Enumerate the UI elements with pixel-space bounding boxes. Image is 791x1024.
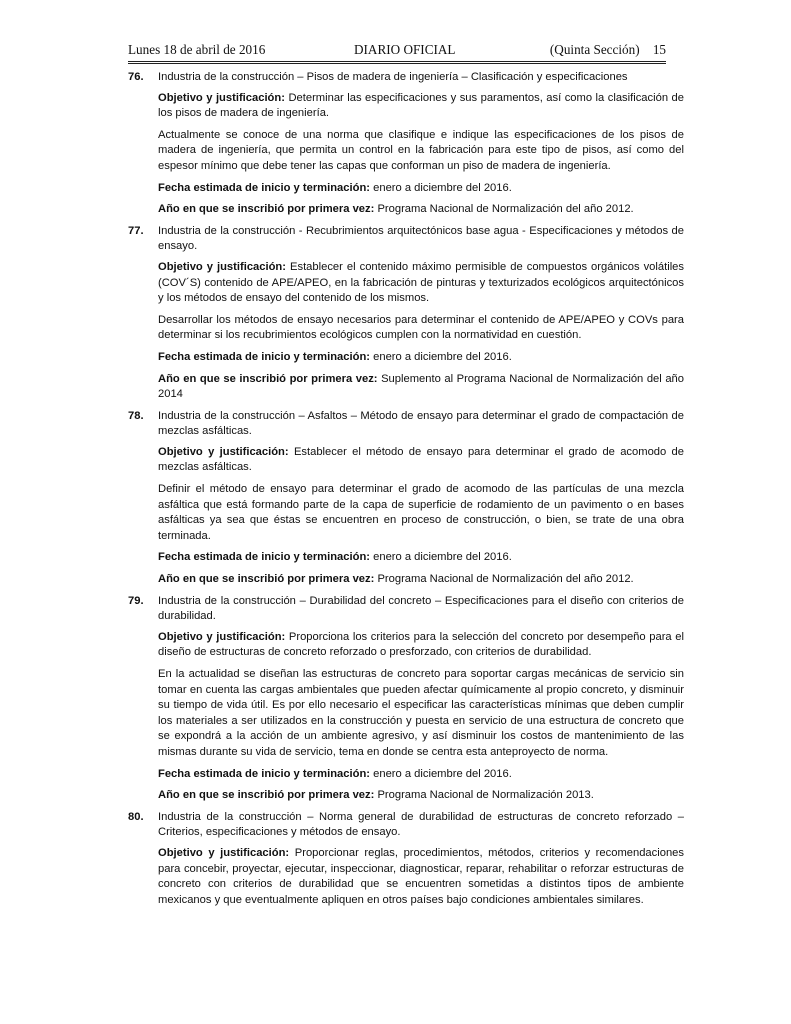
item-paragraph: Desarrollar los métodos de ensayo necesarios para determinar el contenido de APE/APEO y COVs para determinar si los recubrimientos ecológicos cumplen con la normatividad en cuestión.	[158, 313, 684, 342]
dates-text: enero a diciembre del 2016.	[373, 551, 512, 564]
header-publication: DIARIO OFICIAL	[354, 42, 456, 57]
item-title: Industria de la construcción – Durabilidad del concreto – Especificaciones para el diseño con criterios de durabilidad.	[158, 594, 684, 623]
list-item	[128, 224, 684, 403]
header-page-number: 15	[652, 42, 666, 57]
document-body	[128, 70, 684, 914]
item-objective	[158, 445, 684, 476]
objective-label: Objetivo y justificación:	[158, 91, 285, 104]
dates-label: Fecha estimada de inicio y terminación:	[158, 350, 371, 363]
item-objective	[158, 260, 684, 307]
header-rule	[128, 61, 666, 64]
item-objective	[158, 846, 684, 908]
item-objective	[158, 91, 684, 122]
objective-text: Determinar las especificaciones y sus paramentos, así como la clasificación de los pisos de madera de ingeniería.	[158, 91, 684, 120]
dates-text: enero a diciembre del 2016.	[373, 181, 512, 194]
objective-text: Proporciona los criterios para la selección del concreto por desempeño para el diseño de estructuras de concreto reforzado o presforzado, con criterios de durabilidad.	[158, 630, 684, 659]
page-header	[128, 42, 666, 62]
item-number: 77.	[128, 224, 144, 237]
list-item	[128, 810, 684, 909]
objective-text: Establecer el método de ensayo para determinar el grado de acomodo de mezclas asfálticas.	[158, 445, 684, 474]
objective-text: Proporcionar reglas, procedimientos, métodos, criterios y recomendaciones para concebir, proyectar, ejecutar, inspeccionar, diagnosticar, reparar, rehabilitar o reforzar estructuras de concreto con criterios de durabilidad que se encuentren sometidas a distintos tipos de ambiente mexicanos y que eventualmente apliquen en otros países bajo condiciones ambientales similares.	[158, 846, 684, 906]
dates-label: Fecha estimada de inicio y terminación:	[158, 181, 371, 194]
year-text: Programa Nacional de Normalización del año 2012.	[377, 573, 634, 586]
list-item	[128, 409, 684, 588]
item-title: Industria de la construcción – Asfaltos – Método de ensayo para determinar el grado de compactación de mezclas asfálticas.	[158, 409, 684, 438]
item-paragraph: Actualmente se conoce de una norma que clasifique e indique las especificaciones de los pisos de madera de ingeniería, que permita un control en la fabricación para este tipo de pisos, así como del espesor mínimo que debe tener las capas que conforman un piso de madera de ingeniería.	[158, 128, 684, 172]
item-number: 79.	[128, 594, 144, 607]
objective-text: Establecer el contenido máximo permisible de compuestos orgánicos volátiles (COV´S) contenido de APE/APEO, en la fabricación de pinturas y texturizados ecológicos arquitectónicos y los métodos de ensayo del contenido de los mismos.	[158, 260, 684, 305]
item-dates	[158, 550, 684, 566]
year-label: Año en que se inscribió por primera vez:	[158, 372, 378, 385]
objective-label: Objetivo y justificación:	[158, 260, 286, 273]
header-date: Lunes 18 de abril de 2016	[128, 42, 266, 57]
item-title: Industria de la construcción – Pisos de madera de ingeniería – Clasificación y especificaciones	[158, 71, 628, 83]
item-year	[158, 202, 684, 218]
item-number: 76.	[128, 71, 144, 83]
year-text: Programa Nacional de Normalización 2013.	[377, 789, 594, 802]
year-text: Programa Nacional de Normalización del año 2012.	[377, 203, 634, 216]
year-label: Año en que se inscribió por primera vez:	[158, 573, 375, 586]
item-objective	[158, 630, 684, 661]
item-title: Industria de la construcción – Norma general de durabilidad de estructuras de concreto reforzado – Criterios, especificaciones y métodos de ensayo.	[158, 810, 684, 839]
list-item	[128, 70, 684, 218]
dates-label: Fecha estimada de inicio y terminación:	[158, 767, 371, 780]
item-dates	[158, 767, 684, 783]
year-label: Año en que se inscribió por primera vez:	[158, 789, 375, 802]
header-section-page	[550, 42, 666, 58]
item-paragraph: En la actualidad se diseñan las estructuras de concreto para soportar cargas mecánicas de servicio sin tomar en cuenta las cargas ambientales que pueden afectar químicamente al propio concreto, y disminuir su tiempo de vida útil. Es por ello necesario el especificar las características mínimas que deben cumplir los materiales a ser utilizados en la construcción y puesta en servicio de una estructura de concreto que se expondrá a la acción de un ambiente agresivo, y así disminuir los costos de mantenimiento de las mismas durante su vida de servicio, tema en donde se centra esta anteproyecto de norma.	[158, 668, 684, 758]
item-dates	[158, 350, 684, 366]
item-year	[158, 372, 684, 403]
header-section: (Quinta Sección)	[549, 42, 640, 57]
item-number: 78.	[128, 409, 144, 422]
dates-label: Fecha estimada de inicio y terminación:	[158, 551, 371, 564]
objective-label: Objetivo y justificación:	[158, 445, 289, 458]
item-dates	[158, 181, 684, 197]
list-item	[128, 594, 684, 804]
item-paragraph: Definir el método de ensayo para determinar el grado de acomodo de las partículas de una mezcla asfáltica que está formando parte de la capa de superficie de rodamiento de un pavimento o en bases asfálticas ya sea que éstas se encuentren en proceso de construcción, o bien, se trate de una obra terminada.	[158, 483, 684, 542]
dates-text: enero a diciembre del 2016.	[373, 767, 512, 780]
year-label: Año en que se inscribió por primera vez:	[158, 203, 375, 216]
item-year	[158, 572, 684, 588]
objective-label: Objetivo y justificación:	[158, 846, 290, 859]
item-title: Industria de la construcción - Recubrimientos arquitectónicos base agua - Especificaciones y métodos de ensayo.	[158, 224, 684, 253]
objective-label: Objetivo y justificación:	[158, 630, 286, 643]
item-number: 80.	[128, 810, 144, 823]
dates-text: enero a diciembre del 2016.	[373, 350, 512, 363]
year-text: Suplemento al Programa Nacional de Normalización del año 2014	[158, 372, 684, 401]
item-year	[158, 788, 684, 804]
